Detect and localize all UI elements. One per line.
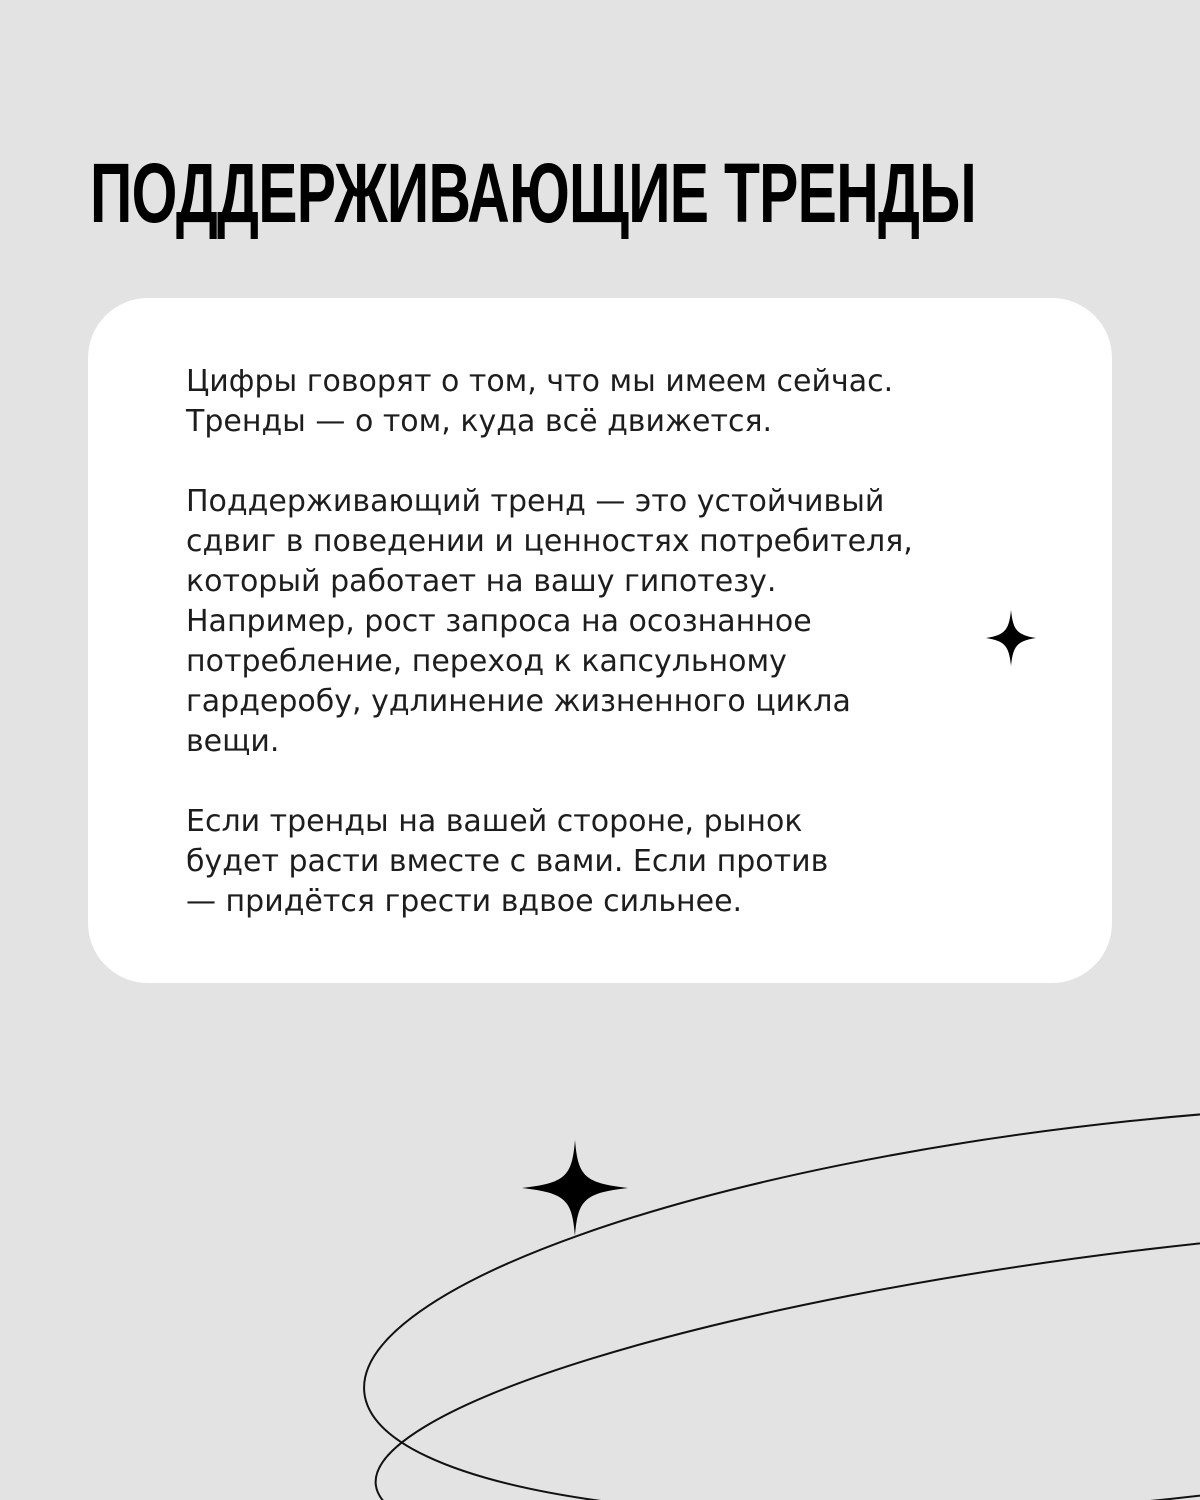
page-title: ПОДДЕРЖИВАЮЩИЕ ТРЕНДЫ — [90, 146, 977, 240]
paragraph-numbers-vs-trends: Цифры говорят о том, что мы имеем сейчас. Тренды — о том, куда всё движется. — [186, 364, 894, 439]
paragraph-trends-on-your-side: Если тренды на вашей стороне, рынок будет расти вместе с вами. Если против — придётся грести вдвое сильнее. — [186, 804, 829, 919]
sparkle-icon — [520, 1138, 630, 1238]
paragraph-supporting-trend-definition: Поддерживающий тренд — это устойчивый сдвиг в поведении и ценностях потребителя, который работает на вашу гипотезу. Например, рост запроса на осознанное потребление, переход к капсульному гардеробу, удлинение жизненного цикла вещи. — [186, 484, 913, 759]
